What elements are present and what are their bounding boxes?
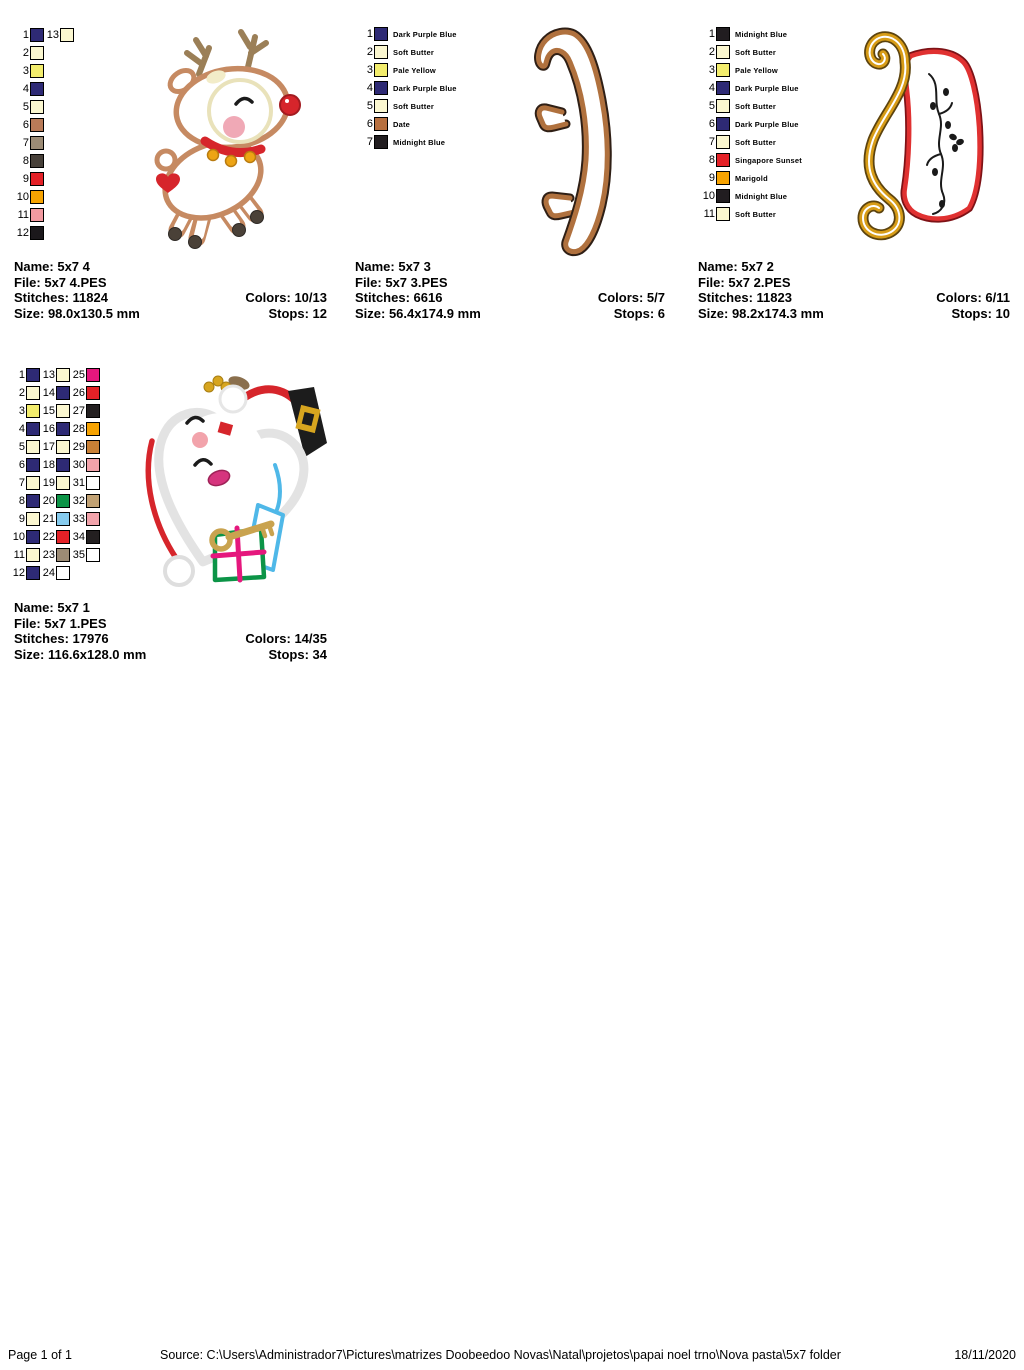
color-swatch [30,154,44,168]
palette-entry [70,510,100,528]
color-swatch [86,440,100,454]
palette-entry [10,366,40,384]
color-swatch [30,82,44,96]
color-name: Dark Purple Blue [393,29,457,39]
design-size-line: Size: 98.2x174.3 mm [698,305,824,321]
design-stitches-line: Stitches: 11823 [698,290,792,305]
color-number: 26 [72,387,85,399]
color-number: 7 [708,136,715,148]
design-stitches-line: Stitches: 17976 [14,631,109,646]
color-swatch [30,136,44,150]
color-number: 2 [366,46,373,58]
palette-entry [40,564,70,582]
color-number: 1 [18,369,25,381]
color-swatch [56,548,70,562]
color-swatch [56,530,70,544]
color-number: 4 [366,82,373,94]
color-swatch [86,512,100,526]
color-name: Soft Butter [393,47,434,57]
color-number: 3 [708,64,715,76]
color-number: 7 [22,137,29,149]
color-swatch [56,512,70,526]
color-swatch [716,207,730,221]
color-number: 1 [366,28,373,40]
color-number: 3 [18,405,25,417]
palette-entry [14,170,44,188]
color-number: 6 [366,118,373,130]
palette-entry [358,43,457,61]
color-number: 28 [72,423,85,435]
color-name: Midnight Blue [735,191,788,201]
color-number: 4 [18,423,25,435]
color-swatch [30,208,44,222]
color-number: 18 [42,459,55,471]
palette-entry [40,474,70,492]
color-swatch [374,117,388,131]
palette-entry [700,97,802,115]
color-swatch [30,226,44,240]
palette-entry [70,528,100,546]
color-swatch [56,476,70,490]
color-swatch [30,118,44,132]
color-swatch [86,530,100,544]
color-number: 7 [366,136,373,148]
color-swatch [56,404,70,418]
color-swatch [716,81,730,95]
color-number: 15 [42,405,55,417]
color-swatch [26,548,40,562]
design-size-line: Size: 56.4x174.9 mm [355,305,481,321]
palette-entry [70,492,100,510]
palette-entry [70,420,100,438]
palette-entry [70,384,100,402]
palette-entry [700,115,802,133]
design-name-line: Name: 5x7 3 [355,259,431,274]
color-list-5x7-4 [14,26,74,242]
palette-entry [14,206,44,224]
color-number: 30 [72,459,85,471]
color-number: 31 [72,477,85,489]
palette-entry [358,25,457,43]
color-number: 25 [72,369,85,381]
color-number: 7 [18,477,25,489]
palette-entry [40,528,70,546]
design-stitches-line: Stitches: 6616 [355,290,443,305]
palette-entry [40,438,70,456]
reindeer-design-image [120,20,340,260]
color-name: Dark Purple Blue [735,119,799,129]
branch-design-image [500,20,640,260]
color-number: 2 [18,387,25,399]
palette-entry [700,61,802,79]
color-number: 14 [42,387,55,399]
color-swatch [56,458,70,472]
design-file-line: File: 5x7 4.PES [14,274,107,290]
design-colors-line: Colors: 14/35 [245,631,327,646]
design-stops-line: Stops: 12 [268,305,327,321]
color-name: Dark Purple Blue [735,83,799,93]
color-name: Dark Purple Blue [393,83,457,93]
palette-entry [40,456,70,474]
color-swatch [30,64,44,78]
color-number: 12 [16,227,29,239]
color-number: 9 [22,173,29,185]
color-number: 5 [708,100,715,112]
design-info-5x7-1 [14,600,327,662]
design-colors-line: Colors: 10/13 [245,290,327,305]
color-number: 22 [42,531,55,543]
design-stops-line: Stops: 34 [268,646,327,662]
color-number: 9 [18,513,25,525]
palette-entry [10,420,40,438]
design-colors-line: Colors: 5/7 [597,290,665,305]
design-colors-line: Colors: 6/11 [936,290,1010,305]
palette-entry [10,384,40,402]
palette-entry [40,366,70,384]
color-swatch [716,27,730,41]
color-number: 20 [42,495,55,507]
color-swatch [86,422,100,436]
color-swatch [374,135,388,149]
color-swatch [374,81,388,95]
color-number: 13 [42,369,55,381]
color-swatch [30,46,44,60]
palette-entry [44,26,74,44]
palette-entry [358,79,457,97]
color-number: 8 [708,154,715,166]
design-stops-line: Stops: 6 [613,305,665,321]
color-number: 10 [16,191,29,203]
color-number: 2 [708,46,715,58]
color-number: 19 [42,477,55,489]
color-swatch [86,494,100,508]
color-swatch [716,117,730,131]
color-name: Date [393,119,411,129]
color-number: 8 [18,495,25,507]
palette-entry [10,438,40,456]
design-info-5x7-2 [698,259,1010,321]
color-swatch [56,494,70,508]
design-info-5x7-3 [355,259,665,321]
source-path: Source: C:\Users\Administrador7\Pictures\matrizes Doobeedoo Novas\Natal\projetos\papai noel trno\Nova pasta\5x7 folder [160,1348,841,1362]
palette-entry [700,25,802,43]
palette-entry [70,456,100,474]
color-name: Pale Yellow [393,65,436,75]
color-number: 10 [702,190,715,202]
design-name-line: Name: 5x7 1 [14,600,90,615]
color-number: 23 [42,549,55,561]
palette-entry [10,528,40,546]
color-name: Soft Butter [735,101,776,111]
color-number: 9 [708,172,715,184]
color-name: Pale Yellow [735,65,778,75]
color-swatch [26,458,40,472]
palette-entry [70,366,100,384]
color-swatch [374,63,388,77]
color-list-5x7-3 [358,25,457,151]
color-number: 32 [72,495,85,507]
palette-entry [40,402,70,420]
palette-entry [10,564,40,582]
color-name: Midnight Blue [735,29,788,39]
palette-entry [700,151,802,169]
color-swatch [56,566,70,580]
color-swatch [86,368,100,382]
design-info-5x7-4 [14,259,327,321]
color-list-5x7-2 [700,25,802,223]
palette-entry [358,97,457,115]
palette-entry [40,384,70,402]
color-number: 11 [17,209,29,221]
color-swatch [30,172,44,186]
design-file-line: File: 5x7 1.PES [14,615,107,631]
santa-design-image [115,365,335,600]
palette-entry [10,474,40,492]
color-number: 17 [42,441,55,453]
color-number: 6 [18,459,25,471]
color-number: 4 [708,82,715,94]
color-number: 3 [366,64,373,76]
color-swatch [86,476,100,490]
color-swatch [26,404,40,418]
color-number: 6 [22,119,29,131]
palette-entry [358,61,457,79]
color-swatch [716,153,730,167]
color-swatch [374,99,388,113]
color-number: 12 [12,567,25,579]
color-swatch [26,386,40,400]
color-number: 5 [366,100,373,112]
color-swatch [26,494,40,508]
color-number: 4 [22,83,29,95]
color-number: 29 [72,441,85,453]
color-swatch [716,135,730,149]
color-name: Singapore Sunset [735,155,802,165]
palette-entry [14,152,44,170]
palette-entry [14,134,44,152]
color-name: Soft Butter [393,101,434,111]
color-name: Soft Butter [735,209,776,219]
color-number: 24 [42,567,55,579]
color-number: 3 [22,65,29,77]
color-swatch [716,189,730,203]
color-number: 33 [72,513,85,525]
color-number: 1 [22,29,29,41]
palette-entry [10,492,40,510]
color-swatch [26,512,40,526]
palette-entry [70,474,100,492]
color-swatch [716,171,730,185]
palette-entry [700,169,802,187]
palette-entry [70,402,100,420]
color-swatch [30,28,44,42]
color-swatch [716,45,730,59]
palette-entry [358,115,457,133]
color-name: Soft Butter [735,47,776,57]
color-swatch [30,190,44,204]
design-file-line: File: 5x7 2.PES [698,274,791,290]
palette-entry [40,546,70,564]
color-number: 35 [72,549,85,561]
palette-entry [14,98,44,116]
palette-entry [700,133,802,151]
page-number: Page 1 of 1 [8,1348,72,1362]
color-number: 2 [22,47,29,59]
sleigh-design-image [845,22,1015,252]
palette-entry [14,44,44,62]
color-swatch [26,368,40,382]
palette-entry [14,224,44,242]
color-swatch [60,28,74,42]
design-size-line: Size: 98.0x130.5 mm [14,305,140,321]
palette-entry [70,438,100,456]
color-number: 11 [703,208,715,220]
palette-entry [700,43,802,61]
color-number: 10 [12,531,25,543]
color-swatch [56,440,70,454]
color-list-5x7-1 [10,366,100,582]
color-swatch [374,45,388,59]
color-number: 27 [72,405,85,417]
color-swatch [26,530,40,544]
palette-entry [14,188,44,206]
palette-entry [700,187,802,205]
design-size-line: Size: 116.6x128.0 mm [14,646,147,662]
color-swatch [56,422,70,436]
design-file-line: File: 5x7 3.PES [355,274,448,290]
color-swatch [86,548,100,562]
design-name-line: Name: 5x7 2 [698,259,774,274]
color-number: 13 [46,29,59,41]
palette-entry [10,510,40,528]
palette-entry [70,546,100,564]
print-date: 18/11/2020 [954,1348,1016,1362]
palette-entry [14,26,44,44]
color-swatch [26,440,40,454]
color-swatch [56,368,70,382]
color-swatch [716,63,730,77]
palette-entry [700,205,802,223]
color-swatch [26,476,40,490]
color-swatch [26,422,40,436]
palette-entry [14,62,44,80]
color-swatch [86,386,100,400]
color-swatch [86,404,100,418]
color-number: 8 [22,155,29,167]
color-number: 5 [18,441,25,453]
color-number: 5 [22,101,29,113]
color-swatch [716,99,730,113]
color-number: 16 [42,423,55,435]
color-swatch [26,566,40,580]
palette-entry [10,546,40,564]
color-name: Marigold [735,173,768,183]
palette-entry [10,402,40,420]
color-swatch [30,100,44,114]
color-swatch [56,386,70,400]
palette-entry [10,456,40,474]
color-number: 34 [72,531,85,543]
color-name: Soft Butter [735,137,776,147]
color-number: 6 [708,118,715,130]
design-stitches-line: Stitches: 11824 [14,290,108,305]
color-swatch [86,458,100,472]
palette-entry [14,116,44,134]
palette-entry [40,510,70,528]
palette-entry [40,420,70,438]
palette-entry [14,80,44,98]
color-number: 1 [708,28,715,40]
color-number: 11 [13,549,25,561]
palette-entry [40,492,70,510]
color-name: Midnight Blue [393,137,446,147]
design-stops-line: Stops: 10 [951,305,1010,321]
design-name-line: Name: 5x7 4 [14,259,90,274]
color-swatch [374,27,388,41]
palette-entry [358,133,457,151]
color-number: 21 [42,513,55,525]
palette-entry [700,79,802,97]
